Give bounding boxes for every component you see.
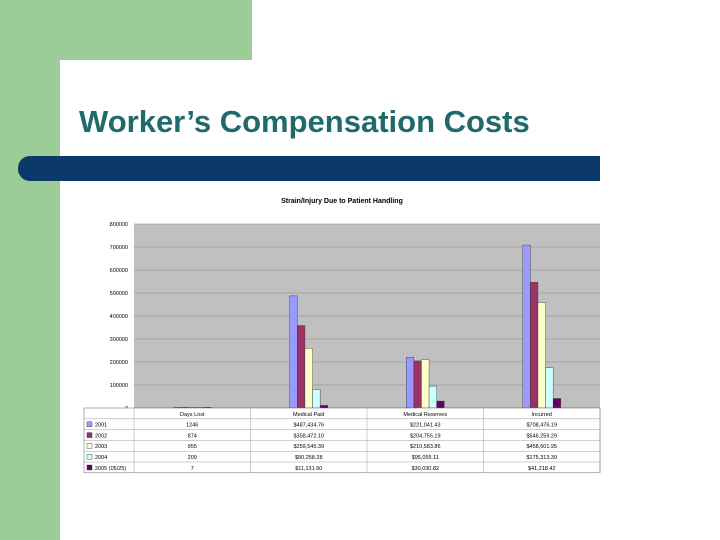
bar	[530, 282, 538, 408]
bar	[414, 361, 422, 408]
data-label: $80,258.28	[294, 455, 323, 461]
data-label: $487,434.76	[293, 422, 325, 429]
title-underline-bar	[18, 156, 600, 181]
y-tick-label: 700000	[109, 245, 128, 251]
legend-entry: 2005 (05/25)	[95, 465, 127, 472]
x-category-label: Medical Paid	[293, 411, 325, 418]
y-tick-label: 600000	[109, 268, 128, 274]
green-side-band	[0, 0, 60, 540]
bar	[313, 390, 321, 408]
y-tick-label: 500000	[109, 291, 128, 297]
bar	[320, 405, 328, 408]
legend-swatch	[87, 422, 92, 427]
chart-title: Strain/Injury Due to Patient Handling	[281, 198, 403, 205]
y-tick-label: 200000	[109, 360, 128, 366]
x-category-label: Incurred	[531, 411, 552, 418]
legend-swatch	[87, 454, 92, 459]
slide-title: Worker’s Compensation Costs	[79, 104, 530, 139]
data-label: $95,055.11	[411, 455, 439, 461]
data-label: $175,313.39	[526, 455, 558, 461]
bar	[546, 368, 554, 408]
data-label: $41,218.42	[527, 465, 556, 472]
bar	[538, 303, 546, 408]
bar	[290, 296, 298, 408]
green-top-band	[0, 0, 252, 60]
data-label: 7	[190, 465, 194, 472]
x-category-label: Days Lost	[180, 411, 205, 418]
bar-chart	[80, 190, 605, 480]
y-tick-label: 800000	[109, 222, 128, 228]
legend-swatch	[87, 465, 92, 470]
legend-swatch	[87, 433, 92, 438]
legend-entry: 2004	[95, 455, 108, 461]
bar	[523, 245, 531, 408]
data-label: $358,472.10	[293, 433, 325, 440]
legend-entry: 2002	[95, 433, 108, 440]
data-label: $204,755.19	[409, 433, 441, 440]
y-tick-label: 300000	[109, 337, 128, 343]
legend-entry: 2001	[95, 422, 108, 429]
data-label: 874	[187, 433, 197, 440]
data-label: 1246	[186, 422, 199, 429]
bar	[421, 360, 429, 408]
x-category-label: Medical Reserves	[403, 411, 448, 418]
bar	[297, 326, 305, 408]
data-label: $546,259.29	[526, 433, 558, 440]
legend-swatch	[87, 443, 92, 448]
y-axis	[110, 222, 128, 412]
legend-entry: 2003	[95, 444, 108, 451]
data-label: 209	[187, 455, 197, 461]
data-label: $708,476.19	[526, 422, 558, 429]
data-label: $259,545.39	[293, 444, 325, 451]
data-label: $210,583.86	[409, 444, 441, 451]
bar	[429, 386, 437, 408]
y-tick-label: 100000	[109, 383, 128, 389]
bar	[305, 348, 313, 408]
data-label: $221,041.43	[409, 422, 441, 429]
bar	[437, 401, 445, 408]
y-tick-label: 400000	[109, 314, 128, 320]
data-label: $11,131.60	[295, 465, 323, 472]
bar	[406, 357, 414, 408]
data-label: $30,030.82	[411, 465, 440, 472]
bar	[553, 399, 561, 408]
data-table	[84, 408, 600, 473]
data-label: $458,601.95	[526, 444, 558, 451]
data-label: 955	[187, 444, 197, 451]
